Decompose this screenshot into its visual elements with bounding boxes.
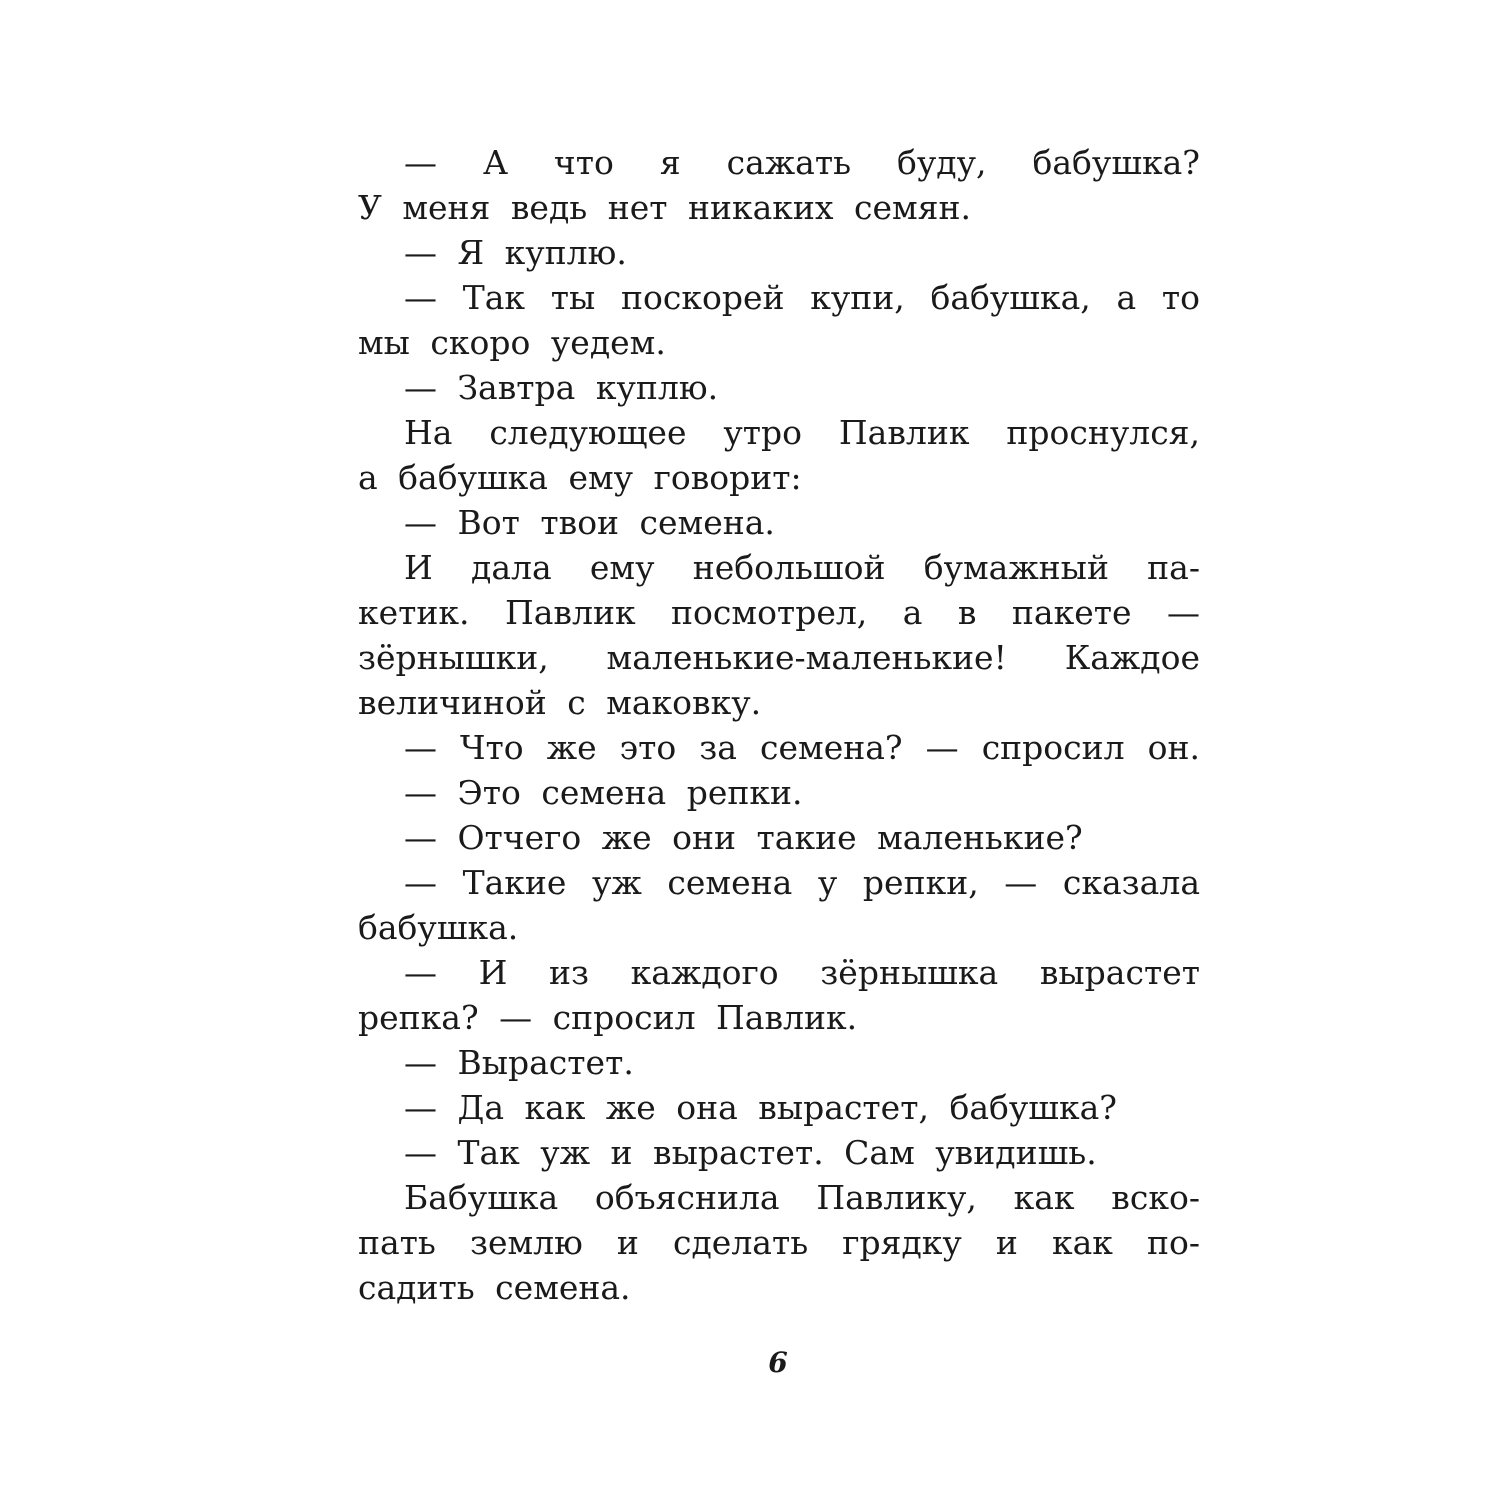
text-line: На следующее утро Павлик проснулся, [404,413,1200,452]
text-line: — Что же это за семена? — спросил он. [404,728,1200,767]
text-line: И дала ему небольшой бумажный па- [404,548,1200,587]
text-line: мы скоро уедем. [358,323,666,362]
text-line: — А что я сажать буду, бабушка? [404,143,1200,182]
text-line: — Так уж и вырастет. Сам увидишь. [404,1133,1097,1172]
text-line: — И из каждого зёрнышка вырастет [404,953,1200,992]
text-line: — Это семена репки. [404,773,803,812]
text-line: — Вырастет. [404,1043,634,1082]
page-number: 6 [768,1346,788,1379]
text-line: зёрнышки, маленькие-маленькие! Каждое [358,638,1200,677]
text-line: бабушка. [358,908,519,947]
text-line: Бабушка объяснила Павлику, как вско- [404,1178,1200,1217]
text-line: — Так ты поскорей купи, бабушка, а то [404,278,1200,317]
text-line: кетик. Павлик посмотрел, а в пакете — [358,593,1200,632]
text-line: репка? — спросил Павлик. [358,998,858,1037]
text-line: — Такие уж семена у репки, — сказала [404,863,1200,902]
text-line: — Я куплю. [404,233,627,272]
text-line: — Вот твои семена. [404,503,775,542]
text-line: — Завтра куплю. [404,368,719,407]
text-line: садить семена. [358,1268,631,1307]
text-line: — Отчего же они такие маленькие? [404,818,1083,857]
text-line: У меня ведь нет никаких семян. [358,188,971,227]
story-text [358,140,1200,1310]
text-line: — Да как же она вырастет, бабушка? [404,1088,1117,1127]
text-line: а бабушка ему говорит: [358,458,802,497]
text-line: величиной с маковку. [358,683,762,722]
text-line: пать землю и сделать грядку и как по- [358,1223,1200,1262]
